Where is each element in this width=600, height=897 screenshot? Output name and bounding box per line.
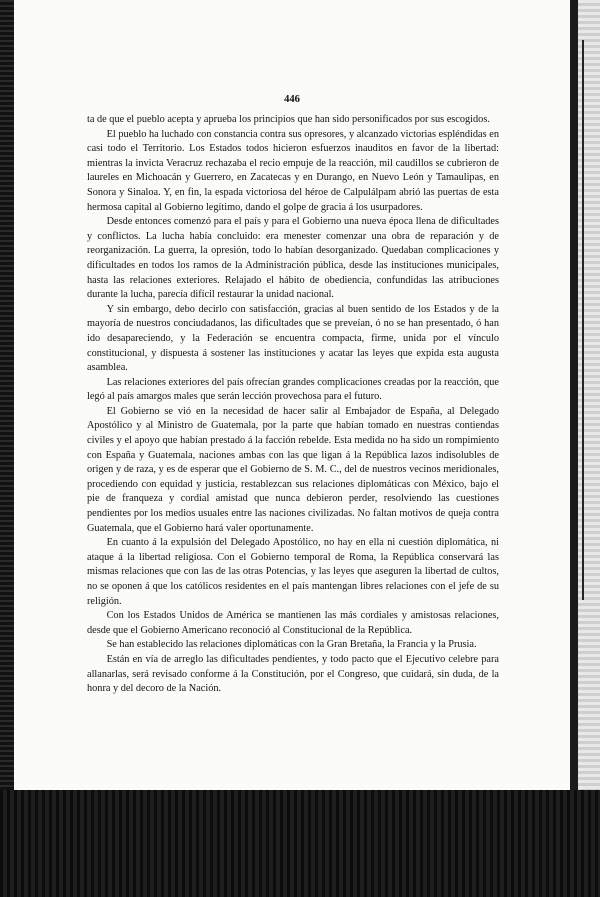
body-text <box>87 113 499 697</box>
paragraph: Con los Estados Unidos de América se mantienen las más cordiales y amistosas relaciones, desde que el Gobierno Americano reconoció al Constitucional de la República. <box>87 610 499 636</box>
paragraph: El Gobierno se vió en la necesidad de hacer salir al Embajador de España, al Delegado Apostólico y al Ministro de Guatemala, por la parte que habían tomado en nuestras contiendas civiles y el apoyo que habían prestado á la facción rebelde. Esta medida no ha sido un rompimiento con España y Guatemala, naciones ambas con las que ligan á la República lazos indisolubles de origen y de raza, y es de esperar que el Gobierno de S. M. C., del de nuestros vecinos meridionales, procediendo con equidad y justicia, restablezcan sus relaciones diplomáticas con México, bajo el pie de franqueza y cordial amistad que nunca debieron perder, resolviendo las cuestiones pendientes por los medios usuales entre las naciones civilizadas. No faltan motivos de queja contra Guatemala, que el Gobierno hará valer oportunamente. <box>87 405 499 534</box>
scan-right-margin <box>578 0 600 897</box>
paragraph: El pueblo ha luchado con constancia contra sus opresores, y alcanzado victorias espléndidas en casi todo el Territorio. Los Estados todos hicieron esfuerzos inauditos en favor de la libertad: mientras la invicta Veracruz rechazaba el recio empuje de la reacción, mil caudillos se cubrieron de laureles en Michoacán y Guerrero, en Zacatecas y en Durango, en Nuevo León y Tamaulipas, en Sonora y Sinaloa. Y, en fin, la espada victoriosa del héroe de Calpulálpam abrió las puertas de esta hermosa capital al Gobierno legítimo, dando el golpe de gracia á los usurpadores. <box>87 128 499 213</box>
paragraph-continuation: ta de que el pueblo acepta y aprueba los principios que han sido personificados por sus escogidos. <box>87 114 490 125</box>
paragraph: Y sin embargo, debo decirlo con satisfacción, gracias al buen sentido de los Estados y de la mayoría de nuestros conciudadanos, las dificultades que se preveían, ó no se han presentado, ó han ido desapareciendo, y la Federación se encuentra compacta, firme, unida por el vínculo constitucional, y dispuesta á sostener las instituciones y acatar las leyes que expida esta augusta asamblea. <box>87 303 499 374</box>
paragraph: Las relaciones exteriores del país ofrecían grandes complicaciones creadas por la reacción, que legó al país amargos males que serán lección provechosa para el futuro. <box>87 376 499 403</box>
document-page <box>14 0 570 790</box>
paragraph: Desde entonces comenzó para el país y para el Gobierno una nueva época llena de dificultades y conflictos. La lucha había concluido: era menester comenzar una obra de reparación y de reorganización. La guerra, la opresión, todo lo habían desorganizado. Quedaban complicaciones y dificultades en todos los ramos de la Administración pública, desde las instituciones municipales, hasta las relaciones exteriores. Relajado el hábito de obediencia, confundidas las atribuciones durante la lucha, parecía difícil restaurar la unidad nacional. <box>87 216 499 301</box>
paragraph: Están en vía de arreglo las dificultades pendientes, y todo pacto que el Ejecutivo celebre para allanarlas, será revisado conforme á la Constitución, por el Congreso, que cuidará, sin duda, de la honra y del decoro de la Nación. <box>87 653 499 695</box>
page-number: 446 <box>284 94 300 105</box>
scan-bottom-band <box>0 790 600 897</box>
paragraph: En cuanto á la expulsión del Delegado Apostólico, no hay en ella ni cuestión diplomática, ni ataque á la libertad religiosa. Con el Gobierno temporal de Roma, la República conservará las mismas relaciones que con las de las otras Potencias, y las leyes que aseguren la libertad de cultos, no se oponen á que los católicos residentes en el país mantengan libres relaciones con el jefe de su religión. <box>87 537 499 607</box>
paragraph: Se han establecido las relaciones diplomáticas con la Gran Bretaña, la Francia y la Prusia. <box>106 639 477 651</box>
scan-left-margin <box>0 0 14 897</box>
